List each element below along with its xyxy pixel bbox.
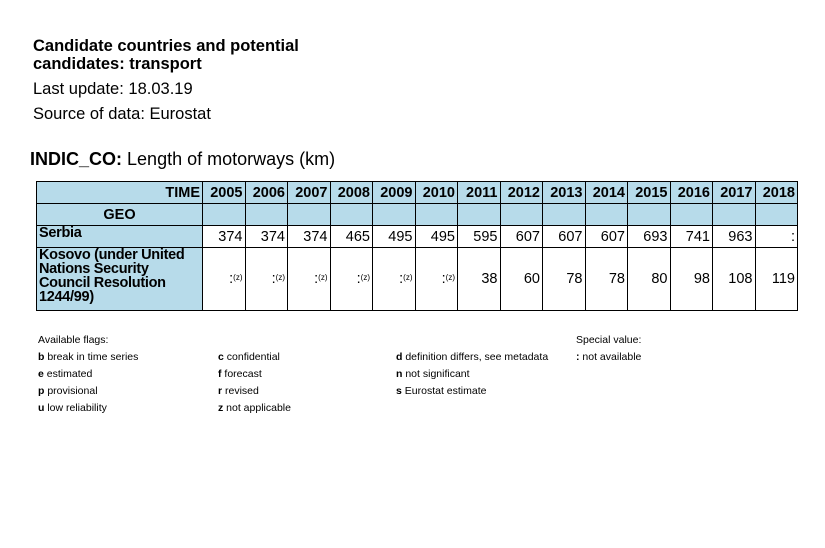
cell-flag: (z) [360, 273, 370, 282]
value-cell [628, 248, 671, 311]
special-value-heading: Special value: [576, 334, 642, 346]
value-cell [288, 248, 331, 311]
flag-code: f [218, 368, 222, 380]
cell-value: 607 [600, 228, 625, 245]
geo-blank-cell [373, 204, 416, 226]
data-source: Source of data: Eurostat [33, 105, 211, 123]
cell-value: : [229, 271, 234, 287]
page-title [33, 37, 299, 73]
cell-value: 607 [515, 228, 540, 245]
flag-entry [38, 400, 138, 417]
flag-text: estimated [46, 368, 93, 380]
cell-value: 595 [473, 228, 498, 245]
cell-flag: (z) [403, 273, 413, 282]
geo-header: GEO [37, 204, 203, 226]
flag-entry [576, 349, 641, 366]
geo-row [37, 204, 798, 226]
flag-text: confidential [226, 351, 280, 363]
geo-blank-cell [458, 204, 501, 226]
cell-value: 693 [643, 228, 668, 245]
flag-text: provisional [47, 385, 98, 397]
year-header: 2010 [415, 182, 458, 204]
row-geo-label-line: Kosovo (under United [39, 247, 185, 263]
value-cell [713, 226, 756, 248]
cell-value: 60 [523, 271, 540, 287]
year-header: 2012 [500, 182, 543, 204]
cell-value: 119 [771, 271, 795, 287]
value-cell [670, 248, 713, 311]
flag-code: r [218, 385, 223, 397]
year-header: 2013 [543, 182, 586, 204]
flag-code: : [576, 351, 580, 363]
geo-blank-cell [628, 204, 671, 226]
indicator-code: INDIC_CO: [30, 149, 123, 169]
year-header: 2018 [755, 182, 798, 204]
flag-text: forecast [224, 368, 262, 380]
flag-entry [218, 366, 291, 383]
value-cell [458, 248, 501, 311]
cell-value: : [790, 228, 795, 245]
value-cell [585, 248, 628, 311]
value-cell [245, 226, 288, 248]
cell-value: : [271, 271, 276, 287]
geo-blank-cell [330, 204, 373, 226]
title-line-1: Candidate countries and potential [33, 37, 299, 55]
cell-value: 607 [558, 228, 583, 245]
value-cell [713, 248, 756, 311]
value-cell [755, 248, 798, 311]
year-header: 2008 [330, 182, 373, 204]
geo-blank-cell [543, 204, 586, 226]
table-row [37, 248, 798, 311]
row-geo-label-line: 1244/99) [39, 289, 94, 305]
flag-code: n [396, 368, 403, 380]
flag-entry [396, 349, 548, 366]
table-row [37, 226, 798, 248]
flag-entry [396, 383, 548, 400]
flag-code: c [218, 351, 224, 363]
cell-value: 495 [388, 228, 413, 245]
flags-heading: Available flags: [38, 334, 109, 346]
cell-flag: (z) [445, 273, 455, 282]
value-cell [670, 226, 713, 248]
geo-blank-cell [755, 204, 798, 226]
geo-blank-cell [203, 204, 246, 226]
cell-value: : [356, 271, 361, 287]
flag-entry [38, 383, 138, 400]
row-geo-label-line: Nations Security [39, 261, 149, 277]
cell-value: 98 [693, 271, 710, 287]
value-cell [500, 226, 543, 248]
flag-code: p [38, 385, 45, 397]
value-cell [415, 248, 458, 311]
cell-value: 465 [345, 228, 370, 245]
flag-entry [218, 349, 291, 366]
geo-blank-cell [415, 204, 458, 226]
value-cell [203, 248, 246, 311]
value-cell [245, 248, 288, 311]
cell-value: : [399, 271, 404, 287]
geo-blank-cell [500, 204, 543, 226]
cell-flag: (z) [275, 273, 285, 282]
cell-value: 78 [608, 271, 625, 287]
value-cell [543, 226, 586, 248]
flags-column-3 [396, 349, 548, 400]
indicator-heading [30, 148, 335, 170]
year-header: 2015 [628, 182, 671, 204]
flag-code: z [218, 402, 224, 414]
flag-entry [396, 366, 548, 383]
cell-value: 495 [430, 228, 455, 245]
flag-entry [38, 366, 138, 383]
flag-text: break in time series [47, 351, 139, 363]
year-header: 2007 [288, 182, 331, 204]
cell-value: 38 [481, 271, 498, 287]
flag-text: definition differs, see metadata [405, 351, 549, 363]
geo-blank-cell [670, 204, 713, 226]
flag-entry [218, 400, 291, 417]
cell-value: 80 [651, 271, 668, 287]
flag-text: revised [225, 385, 259, 397]
flag-code: u [38, 402, 45, 414]
flag-text: not available [582, 351, 642, 363]
flag-code: d [396, 351, 403, 363]
flag-entry [218, 383, 291, 400]
flag-text: low reliability [47, 402, 107, 414]
value-cell [500, 248, 543, 311]
flag-text: not significant [405, 368, 470, 380]
row-geo-label-line: Council Resolution [39, 275, 166, 291]
geo-blank-cell [713, 204, 756, 226]
cell-value: 108 [728, 271, 753, 287]
last-update: Last update: 18.03.19 [33, 80, 193, 98]
value-cell [755, 226, 798, 248]
value-cell [330, 226, 373, 248]
title-line-2: candidates: transport [33, 55, 202, 73]
cell-value: 374 [303, 228, 328, 245]
flag-code: e [38, 368, 44, 380]
year-header: 2016 [670, 182, 713, 204]
flag-entry [38, 349, 138, 366]
data-table [36, 181, 798, 311]
geo-blank-cell [585, 204, 628, 226]
cell-flag: (z) [233, 273, 243, 282]
flag-code: b [38, 351, 45, 363]
year-header: 2006 [245, 182, 288, 204]
year-header: 2009 [373, 182, 416, 204]
indicator-label: Length of motorways (km) [127, 149, 336, 169]
cell-value: 78 [566, 271, 583, 287]
row-geo-label: Serbia [37, 226, 203, 248]
value-cell [330, 248, 373, 311]
year-header: 2005 [203, 182, 246, 204]
cell-value: 741 [685, 228, 710, 245]
row-geo-label [37, 248, 203, 311]
value-cell [203, 226, 246, 248]
flag-code: s [396, 385, 402, 397]
time-row [37, 182, 798, 204]
year-header: 2014 [585, 182, 628, 204]
cell-value: 963 [728, 228, 753, 245]
geo-blank-cell [288, 204, 331, 226]
cell-value: : [314, 271, 319, 287]
value-cell [373, 226, 416, 248]
flags-column-1 [38, 349, 138, 417]
year-header: 2011 [458, 182, 501, 204]
value-cell [373, 248, 416, 311]
special-value-list [576, 349, 641, 366]
cell-flag: (z) [318, 273, 328, 282]
value-cell [288, 226, 331, 248]
flags-column-2 [218, 349, 291, 417]
value-cell [415, 226, 458, 248]
flag-text: not applicable [226, 402, 291, 414]
value-cell [628, 226, 671, 248]
cell-value: : [441, 271, 446, 287]
time-header: TIME [37, 182, 203, 204]
cell-value: 374 [260, 228, 285, 245]
year-header: 2017 [713, 182, 756, 204]
cell-value: 374 [218, 228, 243, 245]
geo-blank-cell [245, 204, 288, 226]
flag-text: Eurostat estimate [404, 385, 487, 397]
value-cell [543, 248, 586, 311]
value-cell [458, 226, 501, 248]
value-cell [585, 226, 628, 248]
